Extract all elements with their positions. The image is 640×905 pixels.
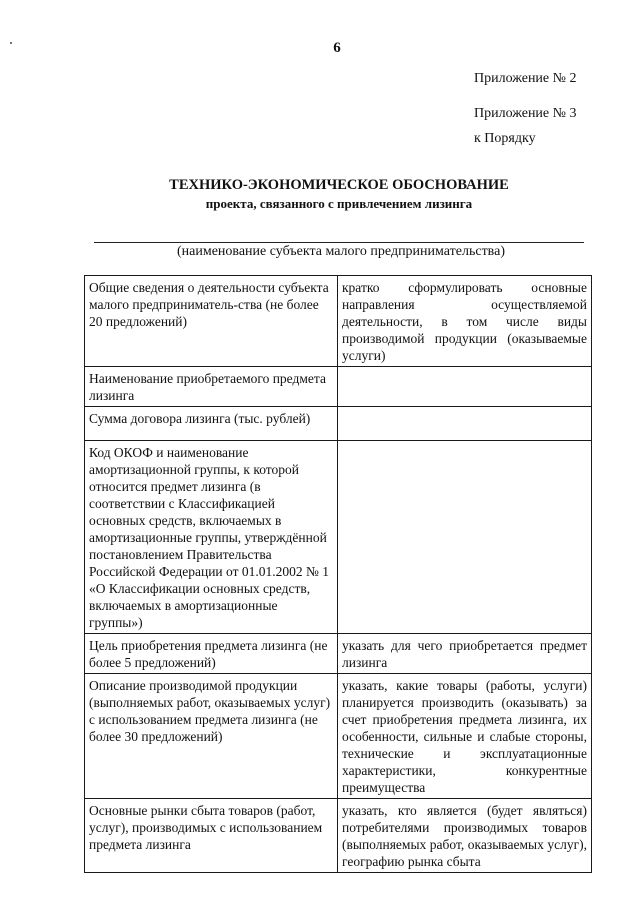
row-value xyxy=(338,367,592,407)
page-number: 6 xyxy=(333,40,341,56)
row-value: кратко сформулировать основные направления осуществляемой деятельности, в том числе виды производимой продукции (оказываемые услуги) xyxy=(338,276,592,367)
document-subtitle: проекта, связанного с привлечением лизинга xyxy=(205,196,473,211)
row-value: указать, какие товары (работы, услуги) планируется производить (оказывать) за счет приобретения предмета лизинга, их особенности, сильные и слабые стороны, технические и эксплуатационные характеристики, конкурентные преимущества xyxy=(338,674,592,799)
appendix-line-1: Приложение № 2 xyxy=(474,71,577,86)
subject-name-caption: (наименование субъекта малого предпринимательства) xyxy=(176,244,505,259)
feasibility-table xyxy=(84,275,592,873)
table-row xyxy=(85,276,592,367)
row-label: Наименование приобретаемого предмета лизинга xyxy=(85,367,338,407)
row-label: Сумма договора лизинга (тыс. рублей) xyxy=(85,407,338,441)
row-value: указать для чего приобретается предмет лизинга xyxy=(338,634,592,674)
row-label: Описание производимой продукции (выполняемых работ, оказываемых услуг) с использованием предмета лизинга (не более 30 предложений) xyxy=(85,674,338,799)
document-title: ТЕХНИКО-ЭКОНОМИЧЕСКОЕ ОБОСНОВАНИЕ xyxy=(169,177,509,193)
table-row xyxy=(85,799,592,873)
row-value xyxy=(338,441,592,634)
subject-name-line xyxy=(94,242,584,243)
table-row xyxy=(85,441,592,634)
row-label: Цель приобретения предмета лизинга (не более 5 предложений) xyxy=(85,634,338,674)
table-row xyxy=(85,367,592,407)
row-label: Общие сведения о деятельности субъекта малого предприниматель-ства (не более 20 предложений) xyxy=(85,276,338,367)
row-label: Основные рынки сбыта товаров (работ, услуг), производимых с использованием предмета лизинга xyxy=(85,799,338,873)
appendix-line-2: Приложение № 3 xyxy=(474,106,577,121)
row-value: указать, кто является (будет являться) потребителями производимых товаров (выполняемых работ, оказываемых услуг), географию рынка сбыта xyxy=(338,799,592,873)
table-row xyxy=(85,634,592,674)
table-row xyxy=(85,674,592,799)
row-value xyxy=(338,407,592,441)
table-row xyxy=(85,407,592,441)
row-label: Код ОКОФ и наименование амортизационной группы, к которой относится предмет лизинга (в соответствии с Классификацией основных средств, включаемых в амортизационные группы, утверждённой постановлением Правительства Российской Федерации от 01.01.2002 № 1 «О Классификации основных средств, включаемых в амортизационные группы») xyxy=(85,441,338,634)
appendix-line-3: к Порядку xyxy=(474,131,536,146)
